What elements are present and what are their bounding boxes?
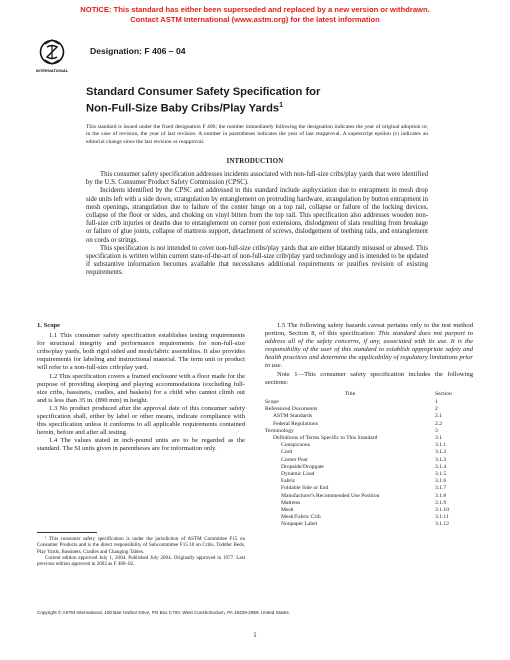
- toc-title: Dynamic Load: [281, 470, 315, 477]
- section-table: [265, 391, 473, 529]
- toc-title: Terminology: [265, 427, 294, 434]
- toc-header-row: [265, 391, 473, 399]
- toc-section-number: 3.1.4: [435, 463, 447, 470]
- toc-section-number: 3.1.2: [435, 449, 447, 456]
- toc-section-number: 3.1.6: [435, 478, 447, 485]
- designation: Designation: F 406 – 04: [90, 46, 186, 56]
- toc-section-number: 3: [435, 427, 438, 434]
- toc-section-number: 3.1.8: [435, 492, 447, 499]
- toc-header-section: Section: [435, 390, 452, 397]
- toc-section-number: 3.1.12: [435, 521, 449, 528]
- toc-section-number: 3.1.9: [435, 499, 447, 506]
- logo-wordmark: INTERNATIONAL: [35, 68, 69, 73]
- toc-title: Cord: [281, 449, 293, 456]
- introduction-heading: INTRODUCTION: [226, 158, 284, 165]
- toc-header-title: Title: [344, 390, 356, 397]
- notice-line-2: Contact ASTM International (www.astm.org) for the latest information: [130, 14, 380, 24]
- footnote-divider: [37, 532, 97, 533]
- toc-title: Foldable Side or End: [281, 485, 329, 492]
- introduction-body: [86, 171, 428, 278]
- toc-title: Federal Regulations: [273, 420, 318, 427]
- toc-row: [265, 471, 473, 478]
- toc-row: [265, 514, 473, 521]
- toc-section-number: 3.1.3: [435, 456, 447, 463]
- toc-row: [265, 406, 473, 413]
- note-1: Note 1—This consumer safety specification includes the following sections:: [265, 370, 473, 386]
- title-line-1: Standard Consumer Safety Specification for: [86, 86, 321, 98]
- toc-title: Referenced Documents: [265, 406, 318, 413]
- intro-paragraph: This consumer safety specification addresses incidents associated with non-full-size cribs/play yards that were identified by the U.S. Consumer Product Safety Commission (CPSC).: [86, 171, 428, 187]
- toc-title: Mattress: [281, 499, 301, 506]
- caveat-paragraph: [265, 322, 473, 371]
- footnote: [37, 536, 245, 567]
- footnote-text: Current edition approved July 1, 2004. Published July 2004. Originally approved in 1977. Last previous edition approved in 2002 as F 406–02.: [37, 554, 245, 568]
- toc-section-number: 3.1: [435, 434, 442, 441]
- scope-paragraph: 1.1 This consumer safety specification establishes testing requirements for structural integrity and performance requirements for non-full-size cribs/play yards, both rigid sided and mesh/fabric assemblies. It also provides requirements for labeling and instructional material. The term unit or product will refer to a non-full-size crib/play yard.: [37, 332, 245, 372]
- caveat-italic: This standard does not purport to address all of the safety concerns, if any, associated with its use. It is the responsibility of the user of this standard to establish appropriate safety and health practices and determine the applicability of regulatory limitations prior to use.: [265, 330, 473, 370]
- toc-section-number: 2.2: [435, 420, 442, 427]
- toc-row: [265, 428, 473, 435]
- toc-section-number: 2: [435, 406, 438, 413]
- toc-title: ASTM Standards: [273, 413, 313, 420]
- withdrawal-notice: [0, 5, 510, 24]
- toc-title: Corner Post: [281, 456, 308, 463]
- page-number: 1: [253, 632, 257, 639]
- toc-section-number: 3.1.11: [435, 514, 449, 521]
- toc-title: Dropside/Dropgate: [281, 463, 324, 470]
- toc-section-number: 3.1.7: [435, 485, 447, 492]
- document-title: [86, 86, 446, 116]
- toc-title: Manufacturer's Recommended Use Position: [281, 492, 380, 499]
- toc-row: [265, 500, 473, 507]
- toc-row: [265, 485, 473, 492]
- toc-title: Fabric: [281, 478, 296, 485]
- section-heading-scope: 1. Scope: [37, 322, 61, 329]
- toc-title: Conspicuous: [281, 442, 310, 449]
- caveat-lead: 1.5 The following safety hazards caveat pertains only to the test method portion, Section 8, of this specification:: [265, 322, 473, 338]
- intro-paragraph: Incidents identified by the CPSC and addressed in this standard include asphyxiation due to entrapment in mesh drop side units left with a side down, strangulation by entanglement on protruding hardware, strangulation by button entrapment in mesh openings, strangulation due to failure of the center hinge on a top rail, collapse or failure of the locking devices, collapse of the floor or sides, and choking on vinyl bitten from the top rail. This specification also addresses wooden non-full-size crib injuries or deaths due to entanglement on corner post extensions, dislodgment of slats resulting from breakage or failure of glue joints, collapse of mattress support, detachment of screws, dislodgement of teething rails, and entanglement on cords or strings.: [86, 187, 428, 244]
- toc-row: [265, 493, 473, 500]
- toc-title: Mesh/Fabric Crib: [281, 514, 321, 521]
- toc-section-number: 2.1: [435, 413, 442, 420]
- toc-title: Mesh: [281, 507, 294, 513]
- title-line-2-text: Non-Full-Size Baby Cribs/Play Yards: [86, 102, 280, 115]
- toc-row: [265, 413, 473, 420]
- toc-section-number: 1: [435, 398, 438, 405]
- toc-title: Nonpaper Label: [281, 521, 318, 528]
- right-column: [265, 322, 473, 529]
- title-footnote-marker: 1: [279, 102, 284, 109]
- copyright: Copyright © ASTM International, 100 Barr Harbor Drive, PO Box C700, West Conshohocken, PA 19428-2959, United States.: [37, 610, 290, 615]
- toc-row: [265, 435, 473, 442]
- toc-row: [265, 478, 473, 485]
- toc-title: Scope: [265, 398, 279, 405]
- notice-line-1: NOTICE: This standard has either been superseded and replaced by a new version or withdrawn.: [80, 5, 430, 14]
- toc-row: [265, 442, 473, 449]
- title-line-2: [86, 99, 446, 116]
- toc-body: [265, 399, 473, 529]
- toc-row: [265, 449, 473, 456]
- toc-title: Definitions of Terms Specific to This Standard: [273, 434, 378, 441]
- issuance-statement: This standard is issued under the fixed designation F 406; the number immediately following the designation indicates the year of original adoption or, in the case of revision, the year of last revision. A number in parentheses indicates the year of last reapproval. A superscript epsilon (ε) indicates an editorial change since the last revision or reapproval.: [86, 124, 428, 145]
- toc-section-number: 3.1.1: [435, 442, 447, 449]
- scope-paragraph: 1.2 This specification covers a framed enclosure with a floor made for the purpose of providing sleeping and playing accommodations (excluding full-size cribs, bassinets, cradles, and baskets) for a child who cannot climb out and is less than 35 in. (890 mm) in height.: [37, 372, 245, 404]
- toc-section-number: 3.1.5: [435, 470, 447, 477]
- left-column: [37, 322, 245, 454]
- toc-row: [265, 464, 473, 471]
- scope-paragraph: 1.3 No product produced after the approval date of this consumer safety specification shall, either by label or other means, indicate compliance with this specification unless it conforms to all applicable requirements contained herein, before and after all testing.: [37, 404, 245, 437]
- scope-paragraph: 1.4 The values stated in inch-pound units are to be regarded as the standard. The SI units given in parentheses are for information only.: [37, 437, 245, 453]
- toc-row: [265, 521, 473, 528]
- intro-paragraph: This specification is not intended to cover non-full-size cribs/play yards that are either blatantly misused or abused. This specification is written within current state-of-the-art of non-full-size crib/play yard technology and is intended to be updated if substantive information becomes available that necessitates additional requirements or justifies revision of existing requirements.: [86, 244, 428, 277]
- toc-row: [265, 507, 473, 514]
- astm-logo: [35, 36, 69, 74]
- toc-row: [265, 421, 473, 428]
- toc-section-number: 3.1.10: [435, 507, 449, 513]
- toc-row: [265, 457, 473, 464]
- footnote-text: ¹ This consumer safety specification is under the jurisdiction of ASTM Committee F15 on Consumer Products and is the direct responsibility of Subcommittee F15.18 on Cribs, Toddler Beds, Play Yards, Bassinets, Cradles and Changing Tables.: [37, 536, 245, 555]
